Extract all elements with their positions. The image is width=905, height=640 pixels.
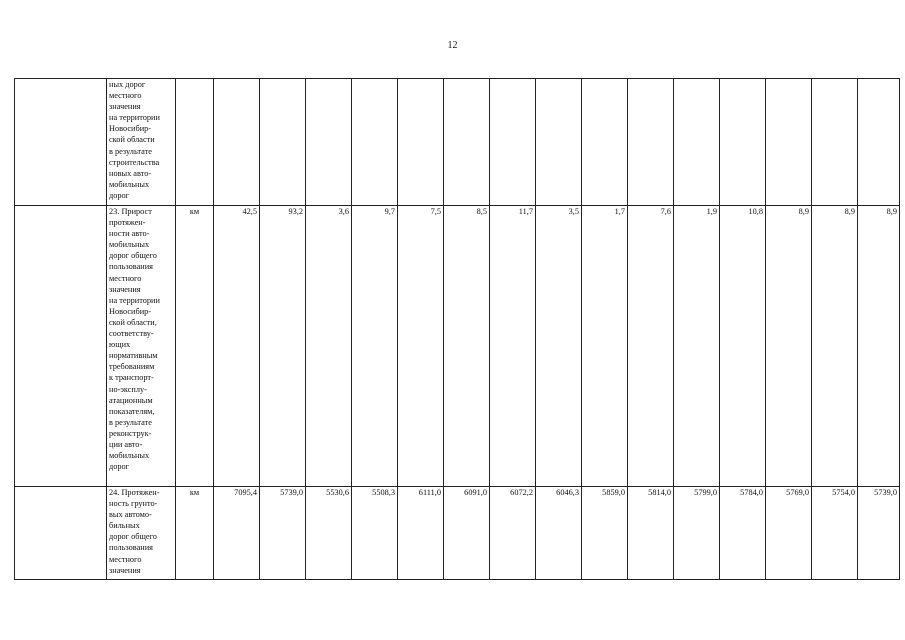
unit-cell: км: [176, 206, 214, 487]
empty-cell: [15, 206, 107, 487]
value-cell: 1,7: [582, 206, 628, 487]
value-cell: 9,7: [352, 206, 398, 487]
indicator-name-line: соответству-: [109, 329, 154, 339]
indicator-name-line: местного: [109, 273, 142, 283]
value-cell: 93,2: [260, 206, 306, 487]
indicator-name-line: мобильных: [109, 240, 150, 250]
value-cell: 7095,4: [214, 487, 260, 580]
indicator-name-line: строительства: [109, 157, 160, 167]
value-cell: [766, 79, 812, 206]
value-cell: 5754,0: [812, 487, 858, 580]
value-cell: 5739,0: [260, 487, 306, 580]
indicator-name-line: ных дорог: [109, 80, 146, 89]
value-cell: 5784,0: [720, 487, 766, 580]
indicator-name-line: протяжен-: [109, 218, 146, 228]
indicator-name-line: вых автомо-: [109, 510, 152, 520]
value-cell: [858, 79, 900, 206]
indicator-name-line: к транспорт-: [109, 373, 154, 383]
indicator-name-cell: [107, 206, 176, 487]
value-cell: 8,5: [444, 206, 490, 487]
value-cell: 42,5: [214, 206, 260, 487]
value-cell: 7,5: [398, 206, 444, 487]
indicator-name-line: мобильных: [109, 451, 150, 461]
table-body: [15, 79, 900, 580]
value-cell: 5739,0: [858, 487, 900, 580]
indicator-name-line: реконструк-: [109, 428, 152, 438]
indicator-name-line: ской области,: [109, 317, 157, 327]
indicator-name-line: новых авто-: [109, 168, 152, 178]
page-number: 12: [447, 40, 458, 51]
table-row: [15, 487, 900, 580]
value-cell: 7,6: [628, 206, 674, 487]
indicator-name-line: местного: [109, 91, 142, 101]
indicator-name-line: но-эксплу-: [109, 384, 147, 394]
indicator-name-line: Новосибир-: [109, 306, 152, 316]
value-cell: [536, 79, 582, 206]
table-row: [15, 206, 900, 487]
value-cell: 8,9: [858, 206, 900, 487]
unit-cell: км: [176, 487, 214, 580]
value-cell: 6111,0: [398, 487, 444, 580]
value-cell: 6046,3: [536, 487, 582, 580]
indicator-name-line: нормативным: [109, 351, 158, 361]
value-cell: 5530,6: [306, 487, 352, 580]
value-cell: 10,8: [720, 206, 766, 487]
indicator-name-line: значения: [109, 284, 141, 294]
indicator-name-line: 24. Протяжен-: [109, 488, 160, 497]
indicator-name-line: ции авто-: [109, 439, 143, 449]
indicator-name-line: значения: [109, 565, 141, 575]
indicator-name-line: в результате: [109, 417, 152, 427]
indicator-name-line: пользования: [109, 262, 153, 272]
value-cell: 8,9: [812, 206, 858, 487]
value-cell: 6072,2: [490, 487, 536, 580]
value-cell: 5859,0: [582, 487, 628, 580]
indicator-name-cell: [107, 487, 176, 580]
indicator-name-line: на территории: [109, 295, 160, 305]
value-cell: 3,5: [536, 206, 582, 487]
indicator-name-line: дорог общего: [109, 251, 157, 261]
value-cell: [214, 79, 260, 206]
indicator-name-line: бильных: [109, 521, 140, 531]
value-cell: 5508,3: [352, 487, 398, 580]
value-cell: 3,6: [306, 206, 352, 487]
value-cell: [812, 79, 858, 206]
value-cell: [260, 79, 306, 206]
empty-cell: [15, 79, 107, 206]
value-cell: [490, 79, 536, 206]
empty-cell: [15, 487, 107, 580]
value-cell: [444, 79, 490, 206]
value-cell: [306, 79, 352, 206]
value-cell: 5799,0: [674, 487, 720, 580]
value-cell: [674, 79, 720, 206]
indicator-name-line: ность грунто-: [109, 499, 158, 509]
indicator-name-line: ской области: [109, 135, 155, 145]
value-cell: 6091,0: [444, 487, 490, 580]
value-cell: 8,9: [766, 206, 812, 487]
indicator-name-line: показателям,: [109, 406, 155, 416]
indicator-name-line: требованиям: [109, 362, 155, 372]
value-cell: [720, 79, 766, 206]
indicator-name-line: дорог: [109, 190, 130, 200]
indicator-name-line: значения: [109, 102, 141, 112]
value-cell: [398, 79, 444, 206]
unit-cell: [176, 79, 214, 206]
indicator-name-line: мобильных: [109, 179, 150, 189]
indicators-table: [14, 78, 900, 580]
indicator-name-line: атационным: [109, 395, 153, 405]
value-cell: [582, 79, 628, 206]
value-cell: 1,9: [674, 206, 720, 487]
indicator-name-line: 23. Прирост: [109, 207, 152, 216]
indicator-name-line: Новосибир-: [109, 124, 152, 134]
indicator-name-line: в результате: [109, 146, 152, 156]
value-cell: 11,7: [490, 206, 536, 487]
indicator-name-line: ности авто-: [109, 229, 150, 239]
value-cell: 5769,0: [766, 487, 812, 580]
indicator-name-line: местного: [109, 554, 142, 564]
indicator-name-line: дорог общего: [109, 532, 157, 542]
value-cell: [352, 79, 398, 206]
value-cell: 5814,0: [628, 487, 674, 580]
indicator-name-line: на территории: [109, 113, 160, 123]
value-cell: [628, 79, 674, 206]
indicator-name-cell: [107, 79, 176, 206]
indicator-name-line: ющих: [109, 340, 131, 350]
indicator-name-line: дорог: [109, 462, 130, 472]
table-row: [15, 79, 900, 206]
indicator-name-line: пользования: [109, 543, 153, 553]
